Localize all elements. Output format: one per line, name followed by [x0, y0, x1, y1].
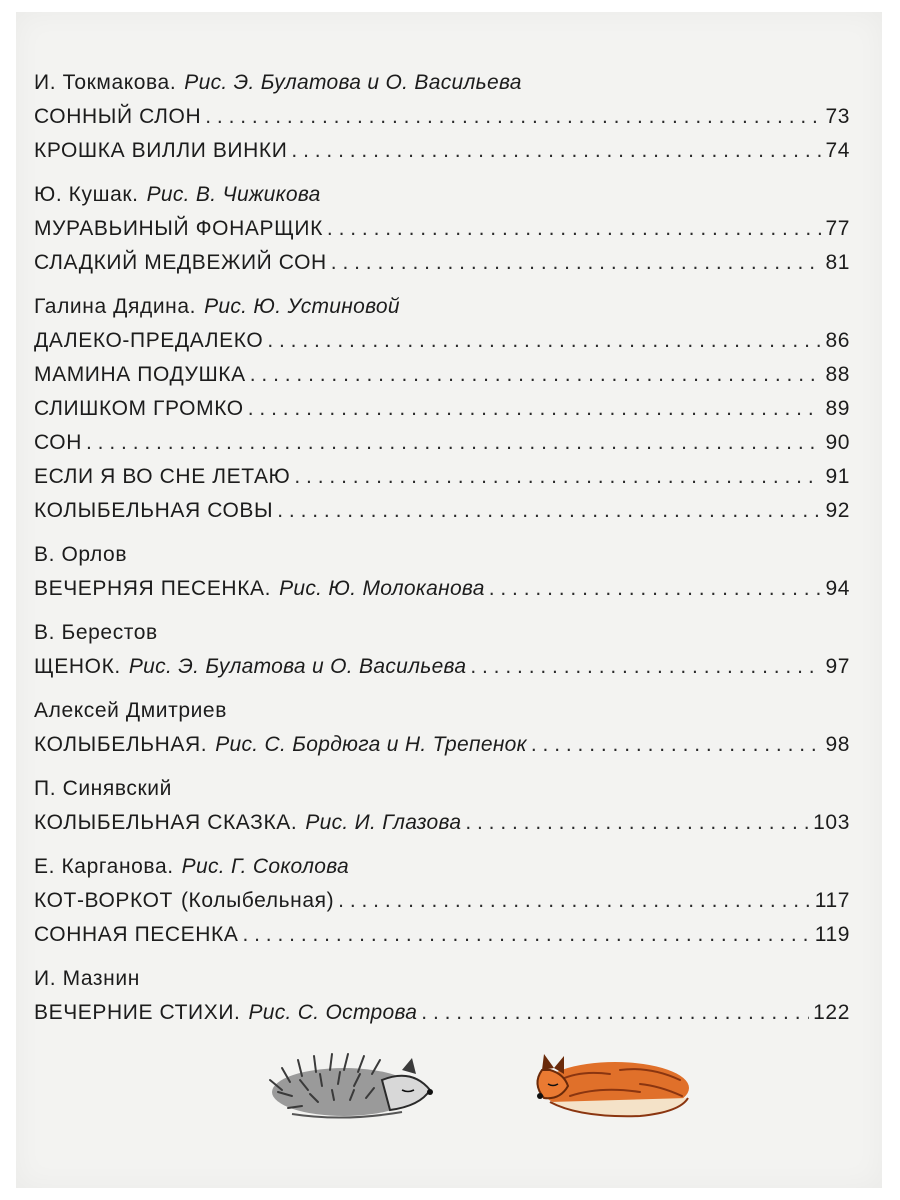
entry-title: КОЛЫБЕЛЬНАЯ СКАЗКА.: [34, 811, 298, 834]
entry-title: ДАЛЕКО-ПРЕДАЛЕКО: [34, 329, 264, 352]
illustrator-credit: Рис. С. Бордюга и Н. Трепенок: [215, 733, 527, 756]
entry-title: СОННЫЙ СЛОН: [34, 105, 202, 128]
illustrator-credit: Рис. И. Глазова: [305, 811, 462, 834]
toc-entry[interactable]: [34, 100, 850, 134]
table-of-contents: [34, 66, 850, 1030]
toc-entry[interactable]: [34, 494, 850, 528]
entry-title: ЕСЛИ Я ВО СНЕ ЛЕТАЮ: [34, 465, 291, 488]
toc-entry[interactable]: [34, 460, 850, 494]
toc-author: [34, 66, 850, 100]
illustrator-credit: Рис. Э. Булатова и О. Васильева: [184, 71, 522, 94]
leader-dots: [267, 324, 821, 358]
page-number: 73: [825, 105, 850, 128]
page-number: 86: [825, 329, 850, 352]
page-number: 74: [825, 139, 850, 162]
author-name: Алексей Дмитриев: [34, 699, 227, 722]
leader-dots: [327, 212, 822, 246]
entry-title: ВЕЧЕРНИЕ СТИХИ.: [34, 1001, 241, 1024]
entry-title: СОН: [34, 431, 83, 454]
toc-entry[interactable]: [34, 884, 850, 918]
toc-entry[interactable]: [34, 572, 850, 606]
toc-author: [34, 290, 850, 324]
entry-title: ЩЕНОК.: [34, 655, 121, 678]
leader-dots: [250, 358, 822, 392]
author-name: Ю. Кушак.: [34, 183, 139, 206]
toc-entry[interactable]: [34, 996, 850, 1030]
page-number: 117: [814, 889, 850, 912]
page-number: 92: [825, 499, 850, 522]
author-name: И. Мазнин: [34, 967, 140, 990]
leader-dots: [291, 134, 821, 168]
page-number: 97: [825, 655, 850, 678]
page-number: 89: [825, 397, 850, 420]
page-number: 77: [825, 217, 850, 240]
entry-title: КОТ-ВОРКОТ: [34, 889, 173, 912]
leader-dots: [489, 572, 822, 606]
illustrator-credit: Рис. Г. Соколова: [181, 855, 349, 878]
toc-entry[interactable]: [34, 806, 850, 840]
leader-dots: [338, 884, 811, 918]
illustrator-credit: Рис. Ю. Устиновой: [204, 295, 400, 318]
toc-entry[interactable]: [34, 426, 850, 460]
leader-dots: [86, 426, 821, 460]
leader-dots: [242, 918, 810, 952]
entry-title: СЛИШКОМ ГРОМКО: [34, 397, 244, 420]
author-name: В. Берестов: [34, 621, 158, 644]
leader-dots: [531, 728, 822, 762]
author-name: Е. Карганова.: [34, 855, 174, 878]
hedgehog-icon: [262, 1040, 437, 1120]
toc-author: [34, 772, 850, 806]
entry-title: МАМИНА ПОДУШКА: [34, 363, 246, 386]
leader-dots: [465, 806, 809, 840]
page-number: 88: [825, 363, 850, 386]
toc-entry[interactable]: [34, 134, 850, 168]
toc-entry[interactable]: [34, 324, 850, 358]
entry-note: (Колыбельная): [180, 889, 335, 912]
toc-entry[interactable]: [34, 392, 850, 426]
leader-dots: [248, 392, 822, 426]
leader-dots: [470, 650, 821, 684]
entry-title: МУРАВЬИНЫЙ ФОНАРЩИК: [34, 217, 323, 240]
leader-dots: [421, 996, 809, 1030]
entry-title: ВЕЧЕРНЯЯ ПЕСЕНКА.: [34, 577, 272, 600]
toc-author: [34, 616, 850, 650]
toc-entry[interactable]: [34, 212, 850, 246]
entry-title: КОЛЫБЕЛЬНАЯ СОВЫ: [34, 499, 274, 522]
toc-entry[interactable]: [34, 246, 850, 280]
toc-entry[interactable]: [34, 728, 850, 762]
page-number: 103: [813, 811, 850, 834]
toc-author: [34, 694, 850, 728]
page-number: 81: [825, 251, 850, 274]
toc-entry[interactable]: [34, 918, 850, 952]
page-number: 98: [825, 733, 850, 756]
leader-dots: [205, 100, 821, 134]
toc-author: [34, 178, 850, 212]
page-number: 94: [825, 577, 850, 600]
entry-title: КОЛЫБЕЛЬНАЯ.: [34, 733, 208, 756]
page-number: 90: [825, 431, 850, 454]
page-number: 119: [814, 923, 850, 946]
illustrator-credit: Рис. С. Острова: [248, 1001, 418, 1024]
toc-entry[interactable]: [34, 650, 850, 684]
author-name: В. Орлов: [34, 543, 128, 566]
entry-title: СОННАЯ ПЕСЕНКА: [34, 923, 239, 946]
author-name: Галина Дядина.: [34, 295, 197, 318]
author-name: И. Токмакова.: [34, 71, 177, 94]
fox-icon: [520, 1040, 695, 1120]
page-number: 122: [813, 1001, 850, 1024]
leader-dots: [331, 246, 822, 280]
leader-dots: [277, 494, 821, 528]
toc-author: [34, 962, 850, 996]
toc-author: [34, 850, 850, 884]
entry-title: КРОШКА ВИЛЛИ ВИНКИ: [34, 139, 288, 162]
leader-dots: [294, 460, 821, 494]
toc-author: [34, 538, 850, 572]
author-name: П. Синявский: [34, 777, 172, 800]
entry-title: СЛАДКИЙ МЕДВЕЖИЙ СОН: [34, 251, 327, 274]
page-number: 91: [825, 465, 850, 488]
illustrator-credit: Рис. Ю. Молоканова: [279, 577, 485, 600]
toc-entry[interactable]: [34, 358, 850, 392]
illustrator-credit: Рис. В. Чижикова: [146, 183, 321, 206]
illustrator-credit: Рис. Э. Булатова и О. Васильева: [128, 655, 467, 678]
